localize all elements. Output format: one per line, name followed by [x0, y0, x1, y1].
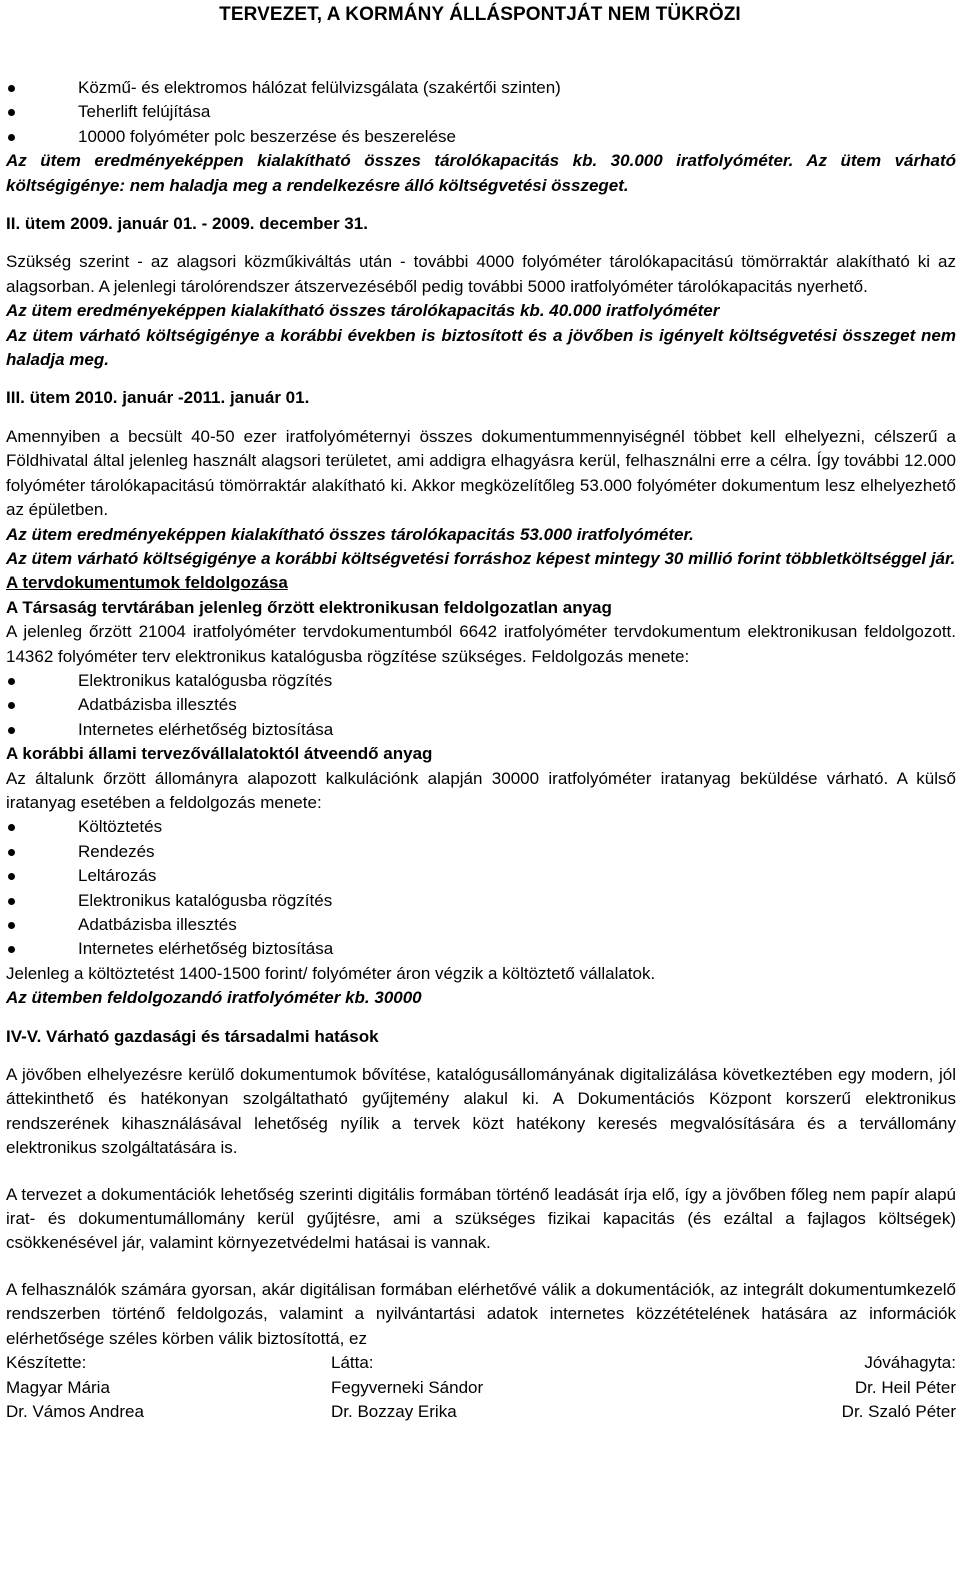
phase3-cost: Az ütem várható költségigénye a korábbi költségvetési forráshoz képest mintegy 30 millió forint többletköltséggel jár. [6, 548, 956, 568]
list-item: Elektronikus katalógusba rögzítés [6, 889, 956, 913]
signatory-name: Dr. Vámos Andrea [6, 1401, 144, 1421]
processing-heading: A tervdokumentumok feldolgozása [6, 573, 288, 593]
document-body [6, 76, 956, 1424]
phase3-text: Amennyiben a becsült 40-50 ezer iratfolyóméternyi összes dokumentummennyiségnél többet kell elhelyezni, célszerű a Földhivatal által jelenleg használt alagsori területet, ami addigra elhagyásra kerül, felhasználni erre a célra. Így további 12.000 folyóméter tárolókapacitású tömörraktár alakítható ki. Akkor megközelítőleg 53.000 folyóméter dokumentum lesz elhelyezhető az épületben. [6, 426, 956, 520]
impacts-text-3: A felhasználók számára gyorsan, akár digitálisan formában elérhetővé válik a dokumentációk, az integrált dokumentumkezelő rendszerben történő feldolgozás, valamint a nyilvántartási adatok internetes közzétételének hatására az információk elérhetősége széles körben válik biztosítottá, ez [6, 1279, 956, 1348]
bullet-icon [8, 134, 15, 141]
bullet-icon [8, 946, 15, 953]
impacts-text-1: A jövőben elhelyezésre kerülő dokumentumok bővítése, katalógusállományának digitalizálása következtében egy modern, jól áttekinthető és hatékonyan szolgáltatható gyűjtemény alakul ki. A Dokumentációs Központ korszerű elektronikus rendszerének kihasználásával lehetőség nyílik a tervek közt hatékony keresés megvalósítására és a tervállomány elektronikus szolgáltatására is. [6, 1065, 956, 1158]
list-item: Internetes elérhetőség biztosítása [6, 718, 956, 742]
signatory-name: Fegyverneki Sándor [331, 1377, 484, 1397]
signature-labels [6, 1351, 956, 1375]
moving-cost-text: Jelenleg a költöztetést 1400-1500 forint/ folyóméter áron végzik a költöztető vállalatok. [6, 963, 656, 983]
list-item: Adatbázisba illesztés [6, 913, 956, 937]
signature-row [6, 1376, 956, 1400]
list-item: 10000 folyóméter polc beszerzése és beszerelése [6, 125, 956, 149]
bullet-icon [8, 849, 15, 856]
prepared-by-label: Készítette: [6, 1353, 87, 1373]
list-item: Elektronikus katalógusba rögzítés [6, 669, 956, 693]
phase2-text: Szükség szerint - az alagsori közműkiváltás után - további 4000 folyóméter tárolókapacitású tömörraktár alakítható ki az alagsorban. A jelenlegi tárolórendszer átszervezéséből pedig további 5000 iratfolyóméter tárolókapacitás nyerhető. [6, 252, 956, 296]
bullet-icon [8, 922, 15, 929]
signatory-name: Dr. Heil Péter [854, 1377, 956, 1397]
list-item: Rendezés [6, 840, 956, 864]
bullet-icon [8, 702, 15, 709]
signature-row [6, 1400, 956, 1424]
bullet-icon [8, 824, 15, 831]
bullet-icon [8, 873, 15, 880]
phase2-heading: II. ütem 2009. január 01. - 2009. december 31. [6, 214, 368, 234]
phase1-summary: Az ütem eredményeképpen kialakítható összes tárolókapacitás kb. 30.000 iratfolyóméter. Az ütem várható költségigénye: nem haladja meg a rendelkezésre álló költségvetési összeget. [6, 151, 956, 195]
signatory-name: Dr. Szaló Péter [841, 1401, 956, 1421]
reviewed-by-label: Látta: [331, 1353, 374, 1373]
phase3-heading: III. ütem 2010. január -2011. január 01. [6, 388, 310, 408]
approved-by-label: Jóváhagyta: [864, 1353, 956, 1373]
impacts-text-2: A tervezet a dokumentációk lehetőség szerinti digitális formában történő leadását írja elő, így a jövőben főleg nem papír alapú irat- és dokumentumállomány kerül gyűjtésre, ami a szükséges fizikai kapacitás (és ezáltal a fajlagos költségek) csökkenésével jár, valamint környezetvédelmi hatásai is vannak. [6, 1184, 956, 1253]
bullet-icon [8, 678, 15, 685]
bullet-icon [8, 85, 15, 92]
list-item: Teherlift felújítása [6, 100, 956, 124]
list-item: Internetes elérhetőség biztosítása [6, 937, 956, 961]
state-material-subheading: A korábbi állami tervezővállalatoktól átveendő anyag [6, 744, 433, 764]
task-list-1 [6, 76, 956, 149]
impacts-heading: IV-V. Várható gazdasági és társadalmi hatások [6, 1026, 379, 1046]
bullet-icon [8, 727, 15, 734]
list-item: Közmű- és elektromos hálózat felülvizsgálata (szakértői szinten) [6, 76, 956, 100]
phase-volume: Az ütemben feldolgozandó iratfolyóméter kb. 30000 [6, 988, 422, 1008]
task-list-3 [6, 815, 956, 961]
bullet-icon [8, 898, 15, 905]
list-item: Költöztetés [6, 815, 956, 839]
phase3-capacity: Az ütem eredményeképpen kialakítható összes tárolókapacitás 53.000 iratfolyóméter. [6, 524, 694, 544]
task-list-2 [6, 669, 956, 742]
signatory-name: Magyar Mária [6, 1377, 110, 1397]
archive-subheading: A Társaság tervtárában jelenleg őrzött elektronikusan feldolgozatlan anyag [6, 597, 612, 617]
phase2-capacity: Az ütem eredményeképpen kialakítható összes tárolókapacitás kb. 40.000 iratfolyóméter [6, 301, 720, 321]
signature-block [6, 1351, 956, 1424]
draft-header: TERVEZET, A KORMÁNY ÁLLÁSPONTJÁT NEM TÜKRÖZI [219, 4, 741, 25]
phase2-cost: Az ütem várható költségigénye a korábbi években is biztosított és a jövőben is igényelt költségvetési összeget nem haladja meg. [6, 325, 956, 370]
list-item: Adatbázisba illesztés [6, 693, 956, 717]
bullet-icon [8, 109, 15, 116]
archive-text: A jelenleg őrzött 21004 iratfolyóméter tervdokumentumból 6642 iratfolyóméter tervdokumentum elektronikusan feldolgozott. 14362 folyóméter terv elektronikus katalógusba rögzítése szükséges. Feldolgozás menete: [6, 622, 956, 666]
list-item: Leltározás [6, 864, 956, 888]
signatory-name: Dr. Bozzay Erika [331, 1401, 457, 1421]
state-material-text: Az általunk őrzött állományra alapozott kalkulációnk alapján 30000 iratfolyóméter iratanyag beküldése várható. A külső iratanyag esetében a feldolgozás menete: [6, 768, 956, 812]
